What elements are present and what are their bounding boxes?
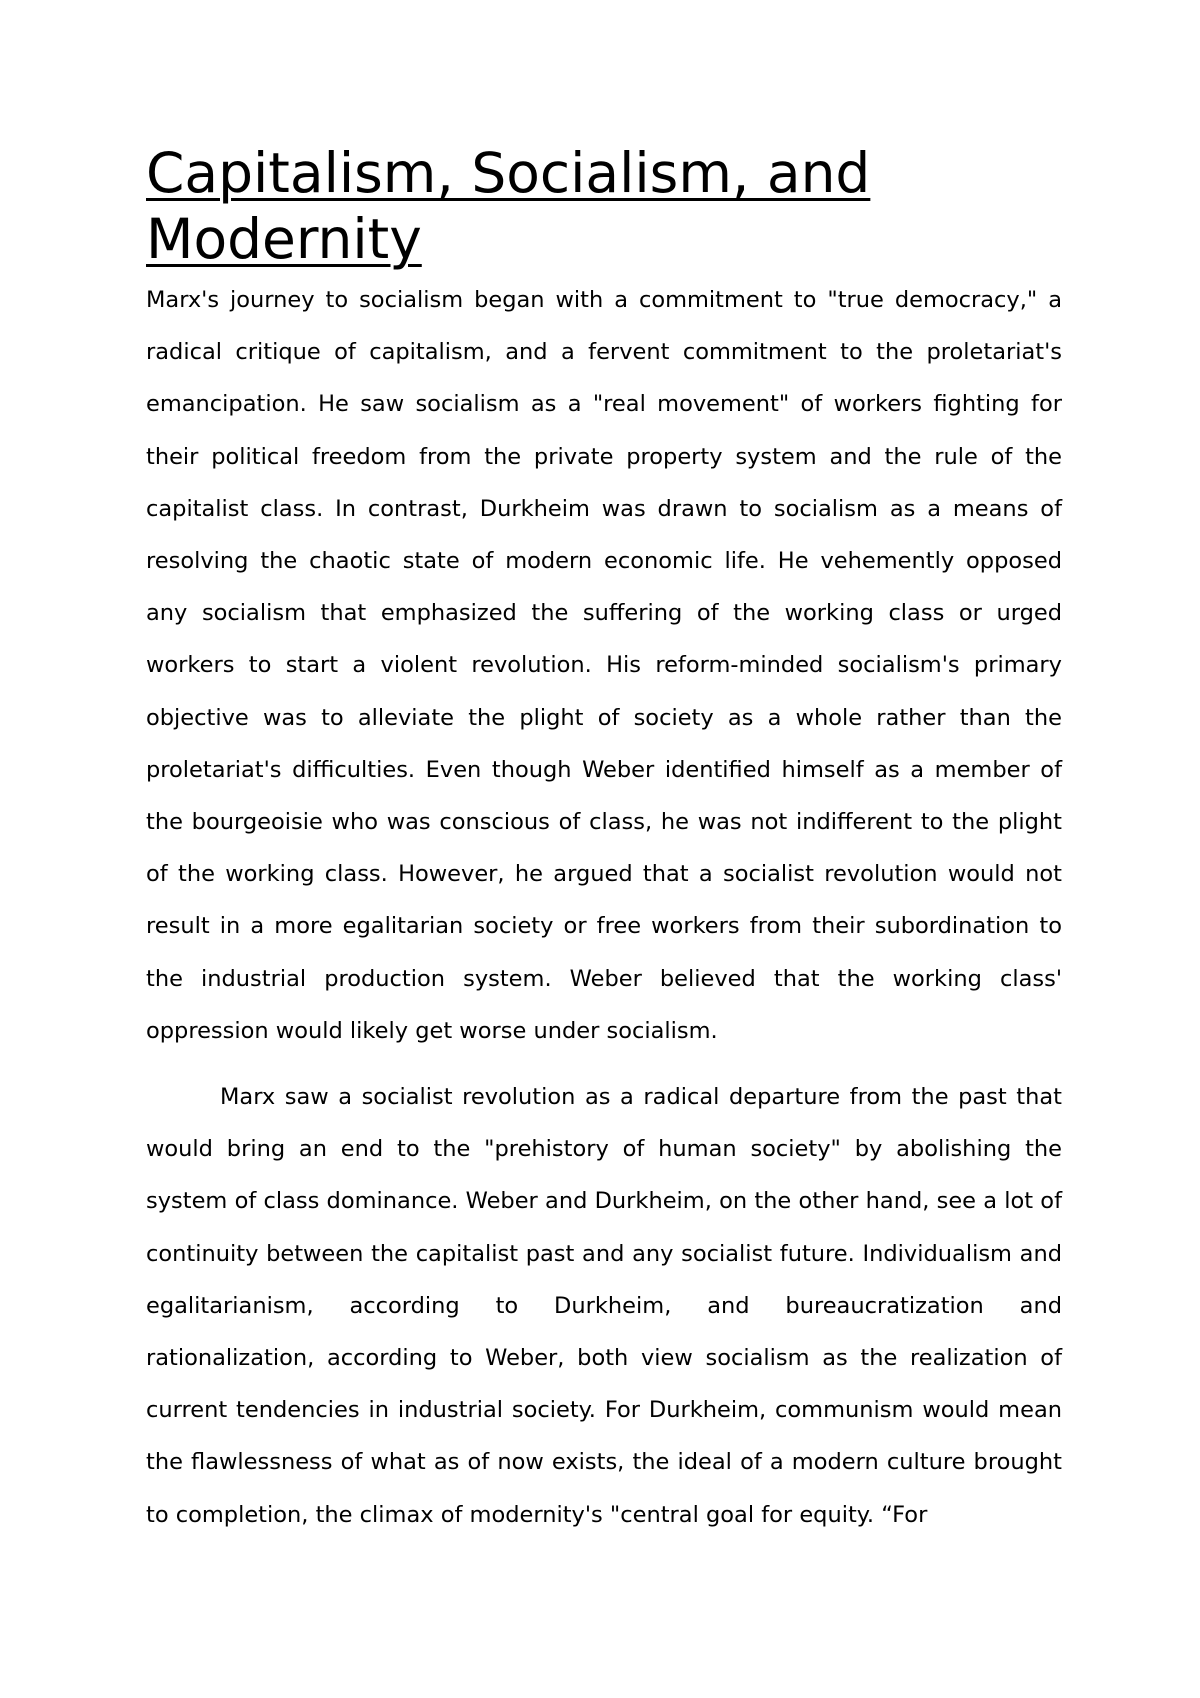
paragraph-1: Marx's journey to socialism began with a commitment to "true democracy," a radical critique of capitalism, and a fervent commitment to the proletariat's emancipation. He saw socialism as a "real movement" of workers fighting for their political freedom from the private property system and the rule of the capitalist class. In contrast, Durkheim was drawn to socialism as a means of resolving the chaotic state of modern economic life. He vehemently opposed any socialism that emphasized the suffering of the working class or urged workers to start a violent revolution. His reform-minded socialism's primary objective was to alleviate the plight of society as a whole rather than the proletariat's difficulties. Even though Weber identified himself as a member of the bourgeoisie who was conscious of class, he was not indifferent to the plight of the working class. However, he argued that a socialist revolution would not result in a more egalitarian society or free workers from their subordination to the industrial production system. Weber believed that the working class' oppression would likely get worse under socialism. (146, 287, 1062, 1044)
document-body (146, 140, 1062, 1541)
paragraph-2: Marx saw a socialist revolution as a radical departure from the past that would bring an end to the "prehistory of human society" by abolishing the system of class dominance. Weber and Durkheim, on the other hand, see a lot of continuity between the capitalist past and any socialist future. Individualism and egalitarianism, according to Durkheim, and bureaucratization and rationalization, according to Weber, both view socialism as the realization of current tendencies in industrial society. For Durkheim, communism would mean the flawlessness of what as of now exists, the ideal of a modern culture brought to completion, the climax of modernity's "central goal for equity. “For (146, 1084, 1062, 1528)
document-title: Capitalism, Socialism, and Modernity (146, 141, 871, 271)
